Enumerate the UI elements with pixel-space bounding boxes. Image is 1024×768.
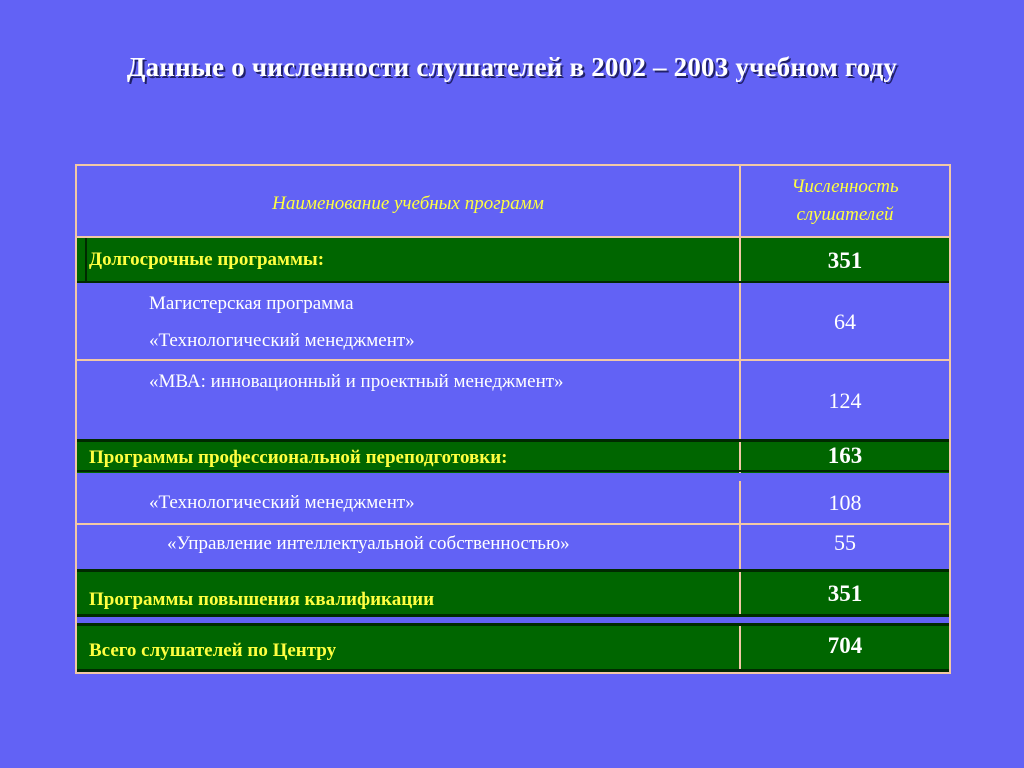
item-label-cell [77, 361, 739, 439]
section-label-cell [77, 439, 739, 473]
item-label-line1: Магистерская программа [149, 293, 354, 314]
item-label-cell [77, 481, 739, 525]
item-label-line1: «Управление интеллектуальной собственностью» [167, 533, 570, 554]
header-cell-count [739, 166, 949, 238]
section-value-cell [739, 238, 949, 283]
section-label-cell [77, 569, 739, 617]
item-label-line2: «Технологический менеджмент» [149, 330, 415, 351]
item-value-cell [739, 283, 949, 361]
table-row [77, 481, 949, 525]
page-title: Данные о численности слушателей в 2002 – 2003 учебном году [126, 52, 898, 82]
section-value-cell [739, 569, 949, 617]
section-row-long-term [77, 238, 949, 283]
table-row [77, 525, 949, 569]
section-label-cell [77, 238, 739, 283]
section-value-total: 704 [827, 633, 863, 658]
item-value-cell [739, 525, 949, 569]
item-value-cell [739, 361, 949, 439]
section-label-retraining: Программы профессиональной переподготовки: [89, 447, 508, 468]
section-label-long-term: Долгосрочные программы: [89, 249, 325, 270]
header-cell-program [77, 166, 739, 238]
section-value-cell [739, 439, 949, 473]
section-row-total [77, 623, 949, 672]
section-label-qualification: Программы повышения квалификации [89, 589, 435, 610]
item-value: 124 [828, 388, 862, 413]
table-row [77, 361, 949, 439]
enrollment-table [75, 164, 951, 674]
section-value-cell [739, 623, 949, 672]
item-value: 64 [834, 309, 856, 334]
section-label-cell [77, 623, 739, 672]
table-header-row [77, 166, 949, 238]
item-label-line1: «МВА: инновационный и проектный менеджмент» [149, 371, 564, 392]
item-label-line1: «Технологический менеджмент» [149, 492, 415, 513]
item-value: 55 [834, 530, 856, 555]
section-value-long-term: 351 [827, 248, 863, 273]
header-count-line2: слушателей [796, 204, 894, 225]
item-value-cell [739, 481, 949, 525]
section-value-qualification: 351 [827, 581, 863, 606]
section-row-qualification [77, 569, 949, 617]
section-label-total: Всего слушателей по Центру [89, 640, 337, 661]
item-label-cell [77, 525, 739, 569]
table-row [77, 283, 949, 361]
header-program-name: Наименование учебных программ [272, 193, 544, 214]
section-row-retraining [77, 439, 949, 473]
item-value: 108 [828, 490, 862, 515]
header-count-line1: Численность [791, 176, 899, 197]
section-value-retraining: 163 [827, 443, 863, 468]
item-label-cell [77, 283, 739, 361]
